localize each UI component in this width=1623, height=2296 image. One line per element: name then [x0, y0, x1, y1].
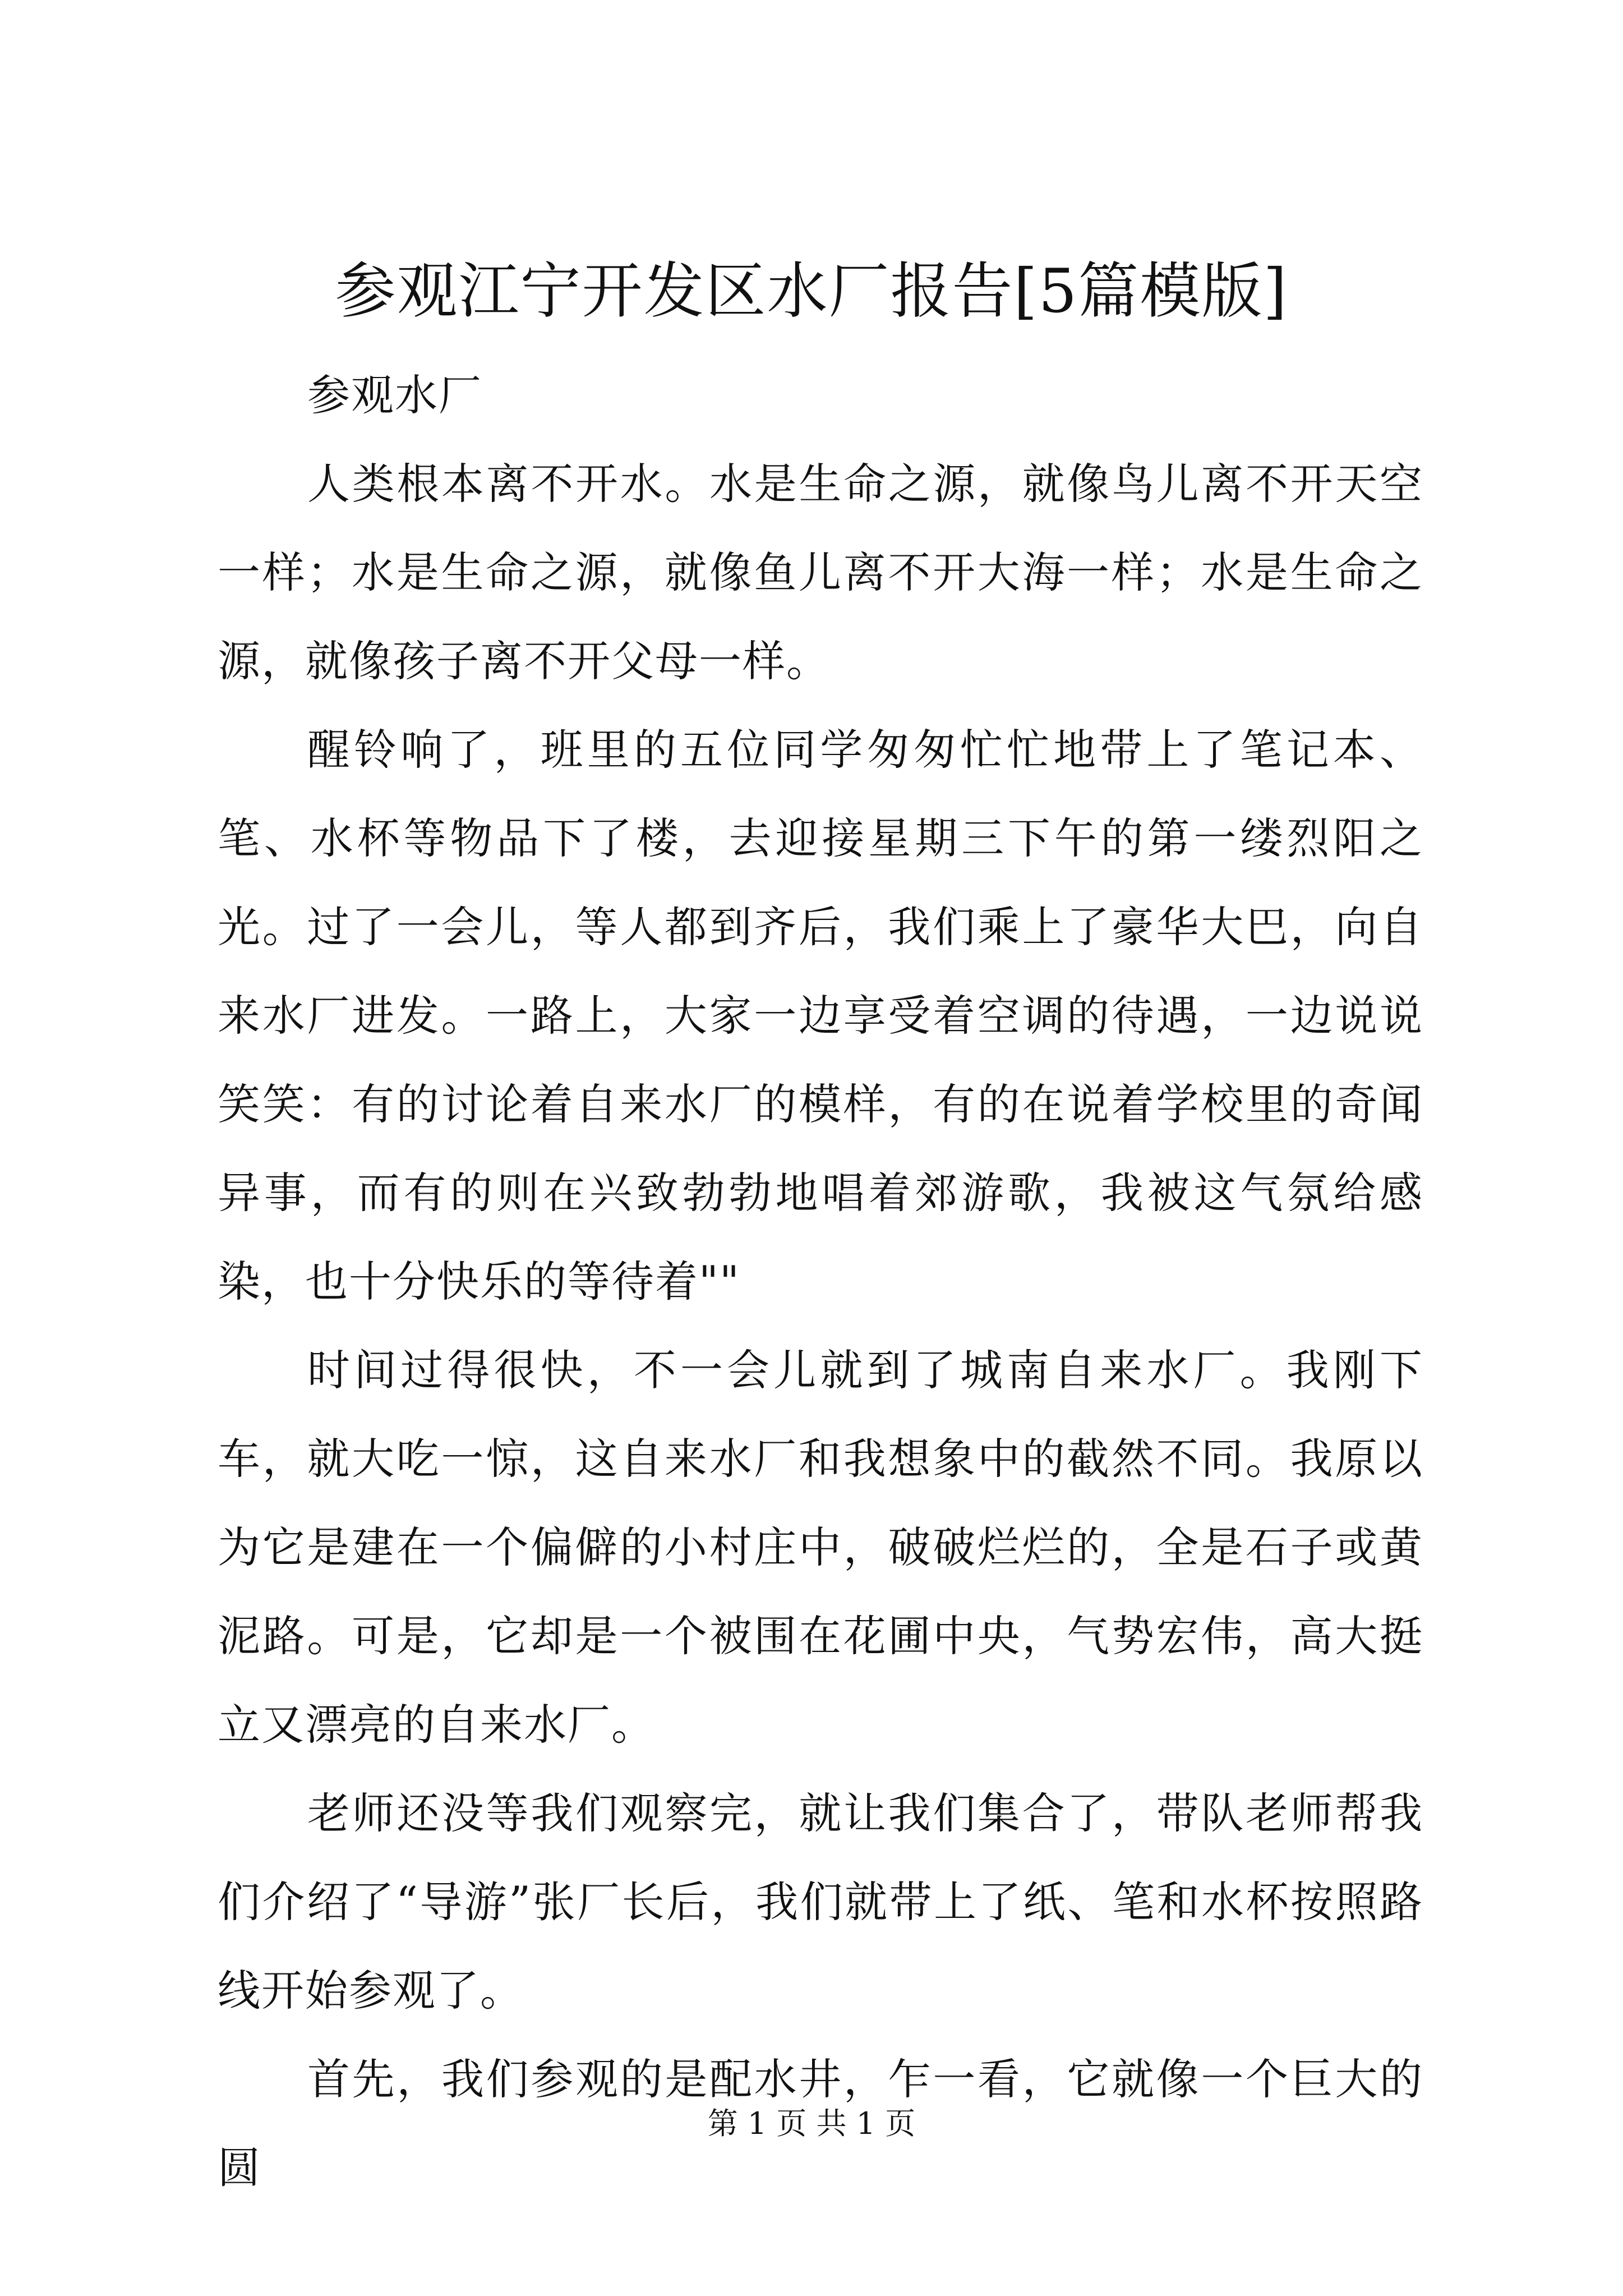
paragraph: 人类根本离不开水。水是生命之源，就像鸟儿离不开天空一样；水是生命之源，就像鱼儿离不开大海一样；水是生命之源，就像孩子离不开父母一样。: [218, 459, 1423, 686]
paragraph-subtitle: 参观水厂: [307, 370, 482, 420]
paragraph: 首先，我们参观的是配水井，乍一看，它就像一个巨大的圆: [218, 2054, 1423, 2193]
paragraph: 老师还没等我们观察完，就让我们集合了，带队老师帮我们介绍了“导游”张厂长后，我们就带上了纸、笔和水杯按照路线开始参观了。: [218, 1788, 1423, 2016]
page-footer: 第 1 页 共 1 页: [707, 2106, 916, 2141]
paragraph: 时间过得很快，不一会儿就到了城南自来水厂。我刚下车，就大吃一惊，这自来水厂和我想象中的截然不同。我原以为它是建在一个偏僻的小村庄中，破破烂烂的，全是石子或黄泥路。可是，它却是一个被围在花圃中央，气势宏伟，高大挺立又漂亮的自来水厂。: [218, 1345, 1423, 1750]
paragraph: 醒铃响了，班里的五位同学匆匆忙忙地带上了笔记本、笔、水杯等物品下了楼，去迎接星期三下午的第一缕烈阳之光。过了一会儿，等人都到齐后，我们乘上了豪华大巴，向自来水厂进发。一路上，大家一边享受着空调的待遇，一边说说笑笑：有的讨论着自来水厂的模样，有的在说着学校里的奇闻异事，而有的则在兴致勃勃地唱着郊游歌，我被这气氛给感染，也十分快乐的等待着"": [218, 725, 1423, 1306]
document-body: [218, 351, 1423, 2212]
page-title: 参观江宁开发区水厂报告[5篇模版]: [335, 256, 1288, 326]
